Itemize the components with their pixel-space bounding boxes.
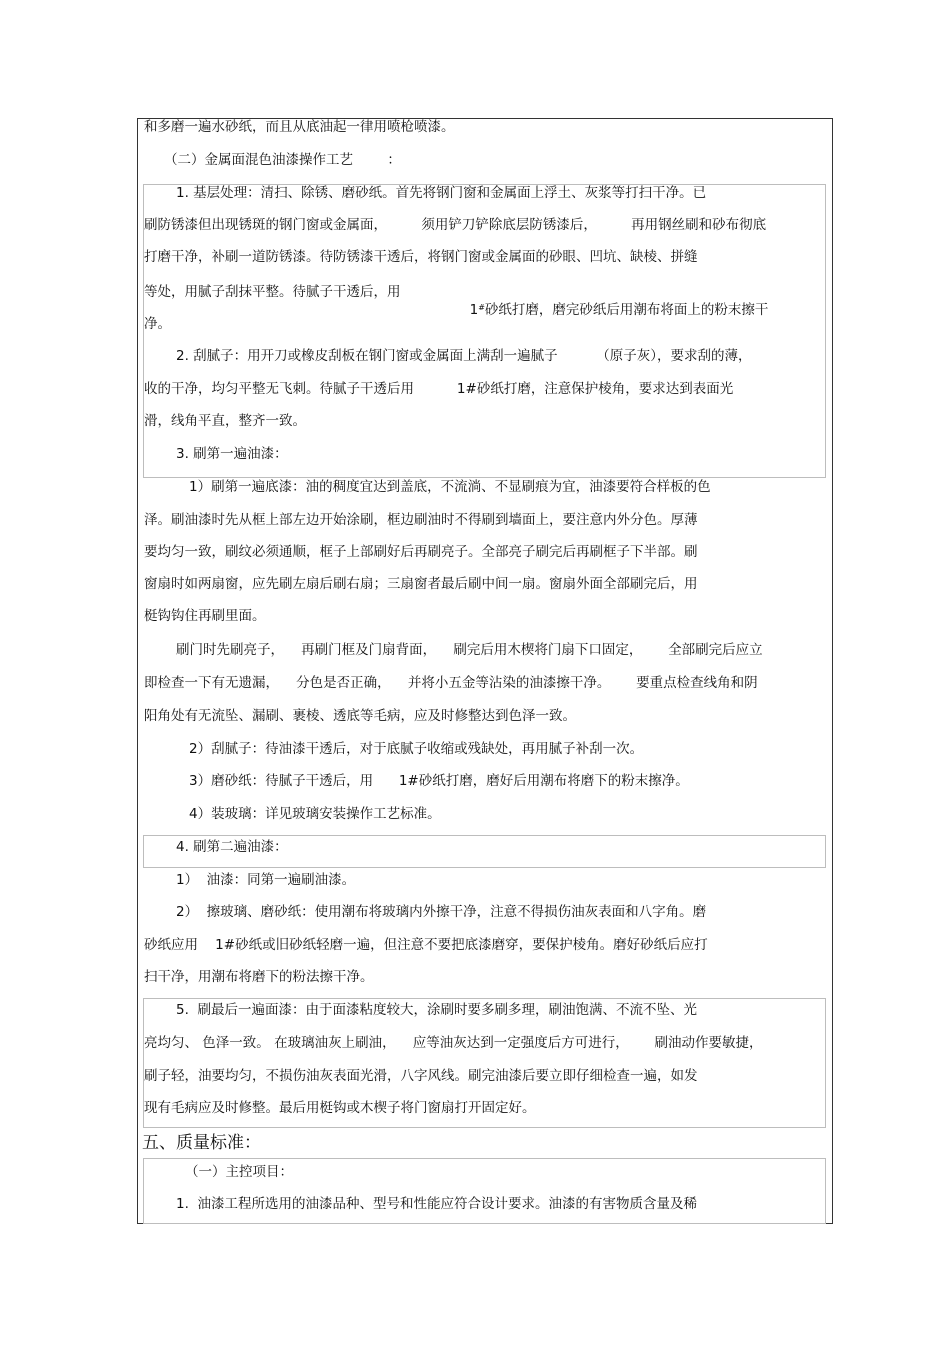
text-line: 阳角处有无流坠、漏刷、裹棱、透底等毛病，应及时修整达到色泽一致。 xyxy=(144,708,576,724)
text-line: 2）刮腻子：待油漆干透后，对于底腻子收缩或残缺处，再用腻子补刮一次。 xyxy=(189,741,644,757)
section-heading: 五、质量标准： xyxy=(142,1133,261,1153)
text-line: 窗扇时如两扇窗，应先刷左扇后刷右扇；三扇窗者最后刷中间一扇。窗扇外面全部刷完后，用 xyxy=(144,576,698,592)
text-line: 收的干净，均匀平整无飞刺。待腻子干透后用 1#砂纸打磨，注意保护棱角，要求达到表面光 xyxy=(144,381,734,397)
text-line: 打磨干净，补刷一道防锈漆。待防锈漆干透后，将钢门窗或金属面的砂眼、凹坑、缺棱、拼缝 xyxy=(144,249,698,265)
text-line: 2） 擦玻璃、磨砂纸：使用潮布将玻璃内外擦干净，注意不得损伤油灰表面和八字角。磨 xyxy=(176,904,707,920)
text-line: 梃钩钩住再刷里面。 xyxy=(144,608,266,624)
text-line-tail: 砂纸打磨，磨完砂纸后用潮布将面上的粉末擦干 xyxy=(484,302,769,318)
text-line: 5. 刷最后一遍面漆：由于面漆粘度较大，涂刷时要多刷多理，刷油饱满、不流不坠、光 xyxy=(176,1002,697,1018)
text-line: （一）主控项目： xyxy=(185,1164,293,1180)
text-line: 滑，线角平直，整齐一致。 xyxy=(144,413,306,429)
text-line: 和多磨一遍水砂纸，而且从底油起一律用喷枪喷漆。 xyxy=(144,119,455,135)
text-line: 刷防锈漆但出现锈斑的钢门窗或金属面， 须用铲刀铲除底层防锈漆后， 再用钢丝刷和砂布彻底 xyxy=(144,217,767,233)
sandpaper-mark: # xyxy=(478,303,485,312)
sandpaper-grade: 1 xyxy=(469,302,479,318)
text-line: 扫干净，用潮布将磨下的粉法擦干净。 xyxy=(144,969,374,985)
text-line: 刷子轻，油要均匀，不损伤油灰表面光滑，八字风线。刷完油漆后要立即仔细检查一遍，如发 xyxy=(144,1068,698,1084)
text-line: 4. 刷第二遍油漆： xyxy=(176,839,288,855)
text-line: 泽。刷油漆时先从框上部左边开始涂刷，框边刷油时不得刷到墙面上，要注意内外分色。厚薄 xyxy=(144,512,698,528)
text-line: 砂纸应用 1#砂纸或旧砂纸轻磨一遍，但注意不要把底漆磨穿，要保护棱角。磨好砂纸后应打 xyxy=(144,937,708,953)
text-line: 现有毛病应及时修整。最后用梃钩或木楔子将门窗扇打开固定好。 xyxy=(144,1100,536,1116)
text-line: 即检查一下有无遗漏， 分色是否正确， 并将小五金等沾染的油漆擦干净。 要重点检查线角和阴 xyxy=(144,675,758,691)
text-line xyxy=(461,283,768,319)
text-line: 净。 xyxy=(144,316,171,332)
text-line: 刷门时先刷亮子， 再刷门框及门扇背面， 刷完后用木楔将门扇下口固定， 全部刷完后应立 xyxy=(176,642,763,658)
text-line: 1）刷第一遍底漆：油的稠度宜达到盖底，不流淌、不显刷痕为宜，油漆要符合样板的色 xyxy=(189,479,711,495)
text-line: 3）磨砂纸：待腻子干透后，用 1#砂纸打磨，磨好后用潮布将磨下的粉末擦净。 xyxy=(189,773,689,789)
text-line: 亮均匀、 色泽一致。 在玻璃油灰上刷油， 应等油灰达到一定强度后方可进行， 刷油动作要敏捷， xyxy=(144,1035,763,1051)
text-line: 1. 基层处理：清扫、除锈、磨砂纸。首先将钢门窗和金属面上浮土、灰浆等打扫干净。已 xyxy=(176,185,707,201)
text-line: 2. 刮腻子：用开刀或橡皮刮板在钢门窗或金属面上满刮一遍腻子 （原子灰），要求刮的薄， xyxy=(176,348,752,364)
text-line: 3. 刷第一遍油漆： xyxy=(176,446,288,462)
text-line: 要均匀一致，刷纹必须通顺，框子上部刷好后再刷亮子。全部亮子刷完后再刷框子下半部。刷 xyxy=(144,544,698,560)
text-line: 等处，用腻子刮抹平整。待腻子干透后，用 xyxy=(144,284,401,300)
text-line: 1. 油漆工程所选用的油漆品种、型号和性能应符合设计要求。油漆的有害物质含量及稀 xyxy=(176,1196,697,1212)
text-line: 4）装玻璃：详见玻璃安装操作工艺标准。 xyxy=(189,806,441,822)
text-line: 1） 油漆：同第一遍刷油漆。 xyxy=(176,872,356,888)
text-line: （二）金属面混色油漆操作工艺 ： xyxy=(164,152,401,168)
